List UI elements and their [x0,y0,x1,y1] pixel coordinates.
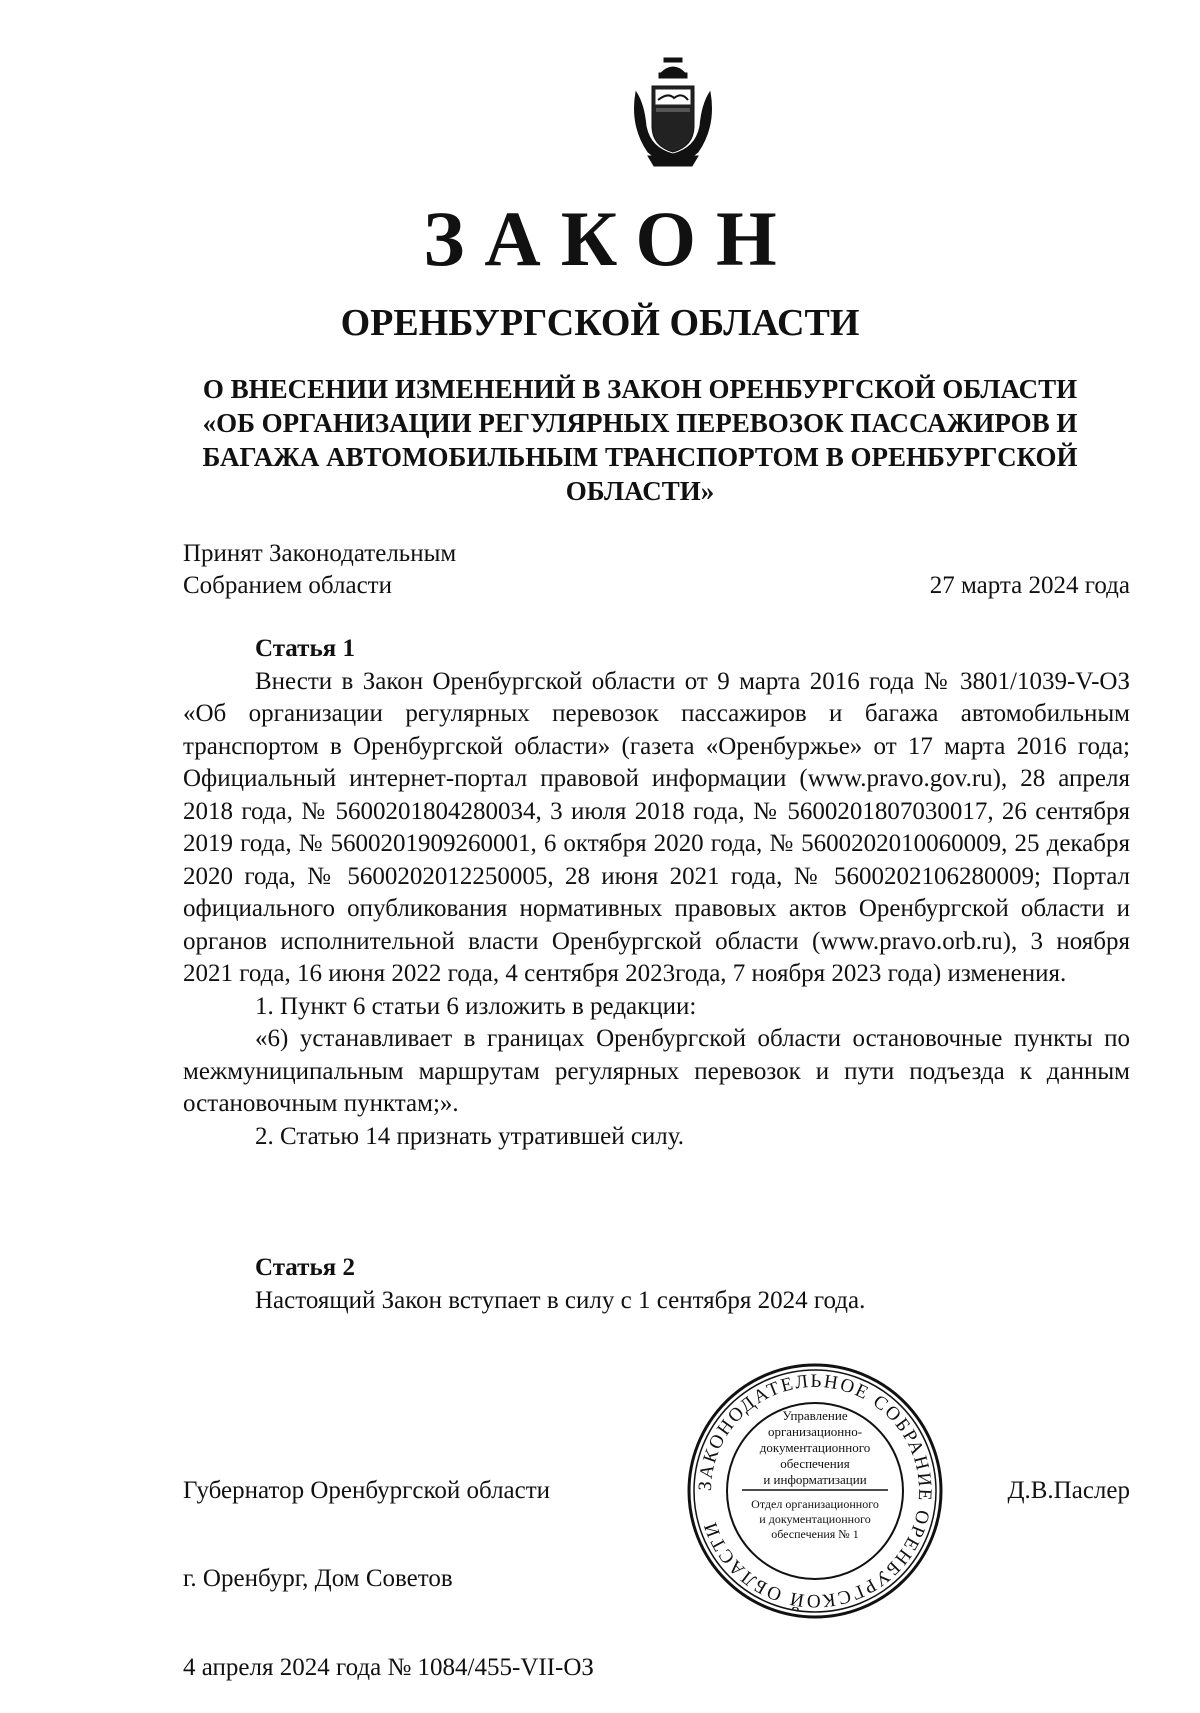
seal-top-line-2: организационно- [767,1424,863,1439]
document-region: ОРЕНБУРГСКОЙ ОБЛАСТИ [340,302,860,344]
seal-bottom-line-3: обеспечения № 1 [771,1527,859,1541]
article-2-text: Настоящий Закон вступает в силу с 1 сентября 2024 года. [255,1286,866,1314]
seal-top-line-1: Управление [782,1408,848,1423]
article-1-intro: Внести в Закон Оренбургской области от 9 марта 2016 года № 3801/1039-V-ОЗ «Об организации регулярных перевозок пассажиров и багажа автомобильным транспортом в Оренбургской области» (газета «Оренбуржье» от 17 марта 2016 года; Официальный интернет-портал правовой информации (www.pravo.gov.ru), 28 апреля 2018 года, № 5600201804280034, 3 июля 2018 года, № 5600201807030017, 26 сентября 2019 года, № 5600201909260001, 6 октября 2020 года, № 5600202010060009, 25 декабря 2020 года, № 5600202012250005, 28 июня 2021 года, № 5600202106280009; Портал официального опубликования нормативных правовых актов Оренбургской области и органов исполнительной власти Оренбургской области (www.pravo.orb.ru), 3 ноября 2021 года, 16 июня 2022 года, 4 сентября 2023года, 7 ноября 2023 года) изменения. [183,667,1130,987]
article-2 [183,1252,1130,1317]
article-1-item-2: 2. Статью 14 признать утратившей силу. [255,1122,685,1150]
adoption-block [183,538,456,602]
official-seal [686,1362,944,1620]
document-title: ЗАКОН [423,195,797,282]
adoption-line-1: Принят Законодательным [183,540,457,567]
governor-name: Д.В.Паслер [1007,1477,1130,1504]
adoption-date: 27 марта 2024 года [929,572,1130,599]
coat-of-arms-icon [628,56,718,168]
adoption-line-2: Собранием области [183,572,392,599]
article-1-item-1: 1. Пункт 6 статьи 6 изложить в редакции: [255,992,697,1020]
seal-top-line-4: обеспечения [780,1456,850,1471]
article-1-heading: Статья 1 [255,635,355,662]
governor-position: Губернатор Оренбургской области [183,1477,551,1504]
law-date-number: 4 апреля 2024 года № 1084/455-VII-ОЗ [183,1654,594,1681]
document-subtitle: О ВНЕСЕНИИ ИЗМЕНЕНИЙ В ЗАКОН ОРЕНБУРГСКОЙ ОБЛАСТИ «ОБ ОРГАНИЗАЦИИ РЕГУЛЯРНЫХ ПЕРЕВОЗОК ПАССАЖИРОВ И БАГАЖА АВТОМОБИЛЬНЫМ ТРАНСПОРТОМ В ОРЕНБУРГСКОЙ ОБЛАСТИ» [202,374,1078,506]
seal-top-line-3: документационного [759,1440,871,1455]
svg-text:ЗАКОНОДАТЕЛЬНОЕ СОБРАНИЕ ОРЕНБ [695,1371,935,1611]
seal-ring-text: ЗАКОНОДАТЕЛЬНОЕ СОБРАНИЕ ОРЕНБУРГСКОЙ ОБЛАСТИ [694,1370,936,1612]
article-1-quote: «6) устанавливает в границах Оренбургской области остановочные пункты по межмуниципальным маршрутам регулярных перевозок и пути подъезда к данным остановочным пунктам;». [183,1025,1130,1117]
signing-place: г. Оренбург, Дом Советов [183,1565,453,1592]
article-1 [183,633,1130,1153]
article-2-heading: Статья 2 [255,1254,355,1281]
seal-top-line-5: и информатизации [763,1472,867,1487]
seal-bottom-line-1: Отдел организационного [751,1497,879,1511]
seal-bottom-line-2: и документационного [759,1512,871,1526]
